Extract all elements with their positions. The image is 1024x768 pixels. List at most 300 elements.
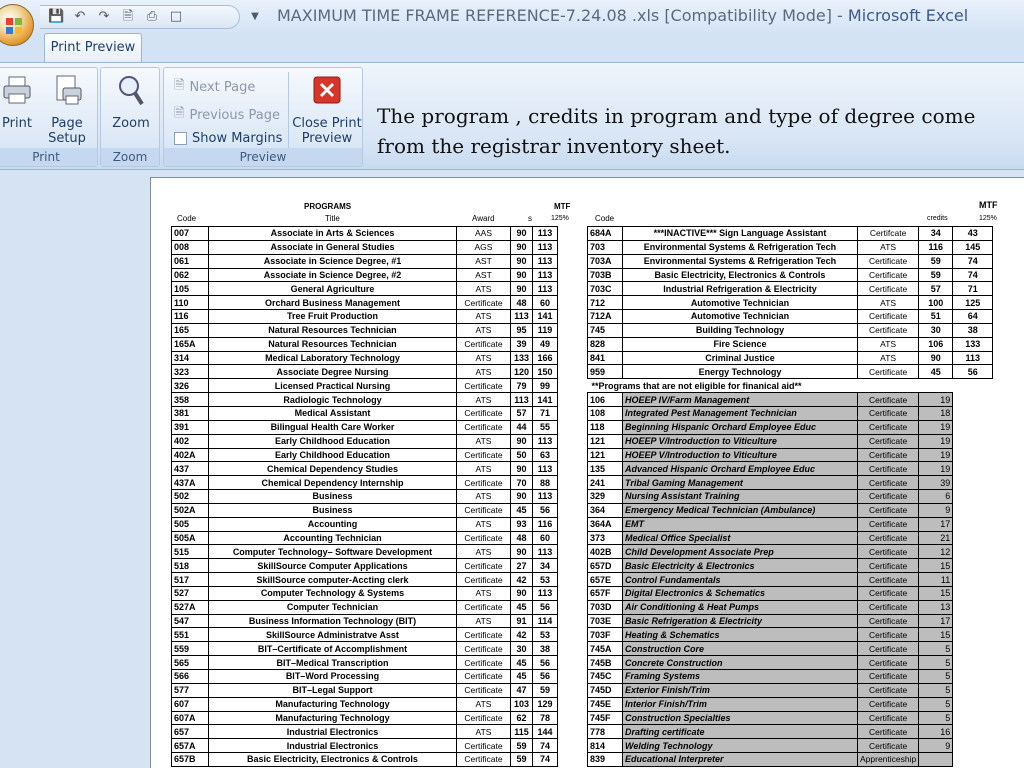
- close-print-preview-button[interactable]: [292, 74, 362, 146]
- quick-access-toolbar: [40, 5, 240, 29]
- cell-credits: 113: [511, 393, 533, 407]
- cell-credits: 45: [919, 365, 953, 379]
- cell-credits: 30: [511, 642, 533, 656]
- cell-credits: 93: [511, 517, 533, 531]
- cell-title: Associate in Arts & Sciences: [209, 227, 457, 241]
- cell-credits: 116: [919, 240, 953, 254]
- cell-mtf: 113: [533, 545, 558, 559]
- cell-code: 841: [588, 351, 623, 365]
- table-row: [588, 683, 993, 697]
- cell-mtf: 53: [533, 628, 558, 642]
- cell-title: Associate in Science Degree, #1: [209, 254, 457, 268]
- print-label: Print: [2, 116, 32, 131]
- cell-title: Automotive Technician: [623, 296, 858, 310]
- cell-credits: 5: [919, 642, 953, 656]
- table-row: [172, 683, 558, 697]
- cell-code: 364: [588, 503, 623, 517]
- empty-cell: [953, 476, 993, 490]
- cell-code: 402B: [588, 545, 623, 559]
- cell-mtf: 74: [953, 268, 993, 282]
- empty-cell: [953, 614, 993, 628]
- save-icon[interactable]: 💾: [48, 9, 65, 24]
- cell-award: ATS: [457, 323, 511, 337]
- office-logo-icon: [5, 17, 23, 35]
- cell-award: Certificate: [457, 711, 511, 725]
- group-divider: [288, 72, 289, 148]
- cell-title: Industrial Electronics: [209, 739, 457, 753]
- cell-credits: 90: [511, 545, 533, 559]
- table-row: [588, 296, 993, 310]
- cell-mtf: 113: [953, 351, 993, 365]
- ribbon-tab-row: [0, 36, 1024, 62]
- cell-credits: 27: [511, 559, 533, 573]
- cell-code: 565: [172, 656, 209, 670]
- cell-award: Certificate: [858, 517, 919, 531]
- cell-credits: 19: [919, 420, 953, 434]
- not-eligible-note: **Programs that are not eligible for finanical aid**: [591, 380, 802, 391]
- table-row: [172, 545, 558, 559]
- undo-icon[interactable]: ↶: [74, 9, 86, 24]
- cell-mtf: 125: [953, 296, 993, 310]
- cell-title: Building Technology: [623, 323, 858, 337]
- empty-cell: [953, 517, 993, 531]
- cell-code: 607: [172, 697, 209, 711]
- cell-credits: 113: [511, 310, 533, 324]
- redo-icon[interactable]: ↷: [98, 9, 110, 24]
- print-preview-icon[interactable]: 🗎: [122, 9, 134, 24]
- cell-mtf: 74: [533, 739, 558, 753]
- cell-mtf: 43: [953, 227, 993, 241]
- table-row: [588, 697, 993, 711]
- cell-mtf: 64: [953, 310, 993, 324]
- cell-code: 551: [172, 628, 209, 642]
- cell-award: Certificate: [457, 573, 511, 587]
- document-title: MAXIMUM TIME FRAME REFERENCE-7.24.08 .xls [Compatibility Mode]: [277, 6, 832, 25]
- table-row: [588, 406, 993, 420]
- cell-code: 547: [172, 614, 209, 628]
- cell-mtf: 113: [533, 240, 558, 254]
- empty-cell: [953, 628, 993, 642]
- cell-title: Industrial Electronics: [209, 725, 457, 739]
- cell-title: BIT–Certificate of Accomplishment: [209, 642, 457, 656]
- cell-award: Certificate: [858, 420, 919, 434]
- table-row: [588, 614, 993, 628]
- preview-group-label: Preview: [164, 148, 362, 166]
- cell-code: 323: [172, 365, 209, 379]
- cell-credits: 120: [511, 365, 533, 379]
- cell-code: 391: [172, 420, 209, 434]
- cell-code: 518: [172, 559, 209, 573]
- cell-credits: 59: [919, 254, 953, 268]
- header-credits: credits: [927, 215, 948, 222]
- cell-mtf: 113: [533, 490, 558, 504]
- cell-credits: 90: [511, 490, 533, 504]
- next-page-icon: 🗎: [174, 78, 185, 93]
- table-row: [588, 420, 993, 434]
- cell-award: Certificate: [858, 600, 919, 614]
- cell-code: 703: [588, 240, 623, 254]
- previous-page-label: Previous Page: [189, 107, 280, 123]
- header-s: s: [528, 214, 532, 223]
- cell-code: 745D: [588, 683, 623, 697]
- cell-credits: 59: [511, 753, 533, 767]
- empty-cell: [953, 573, 993, 587]
- cell-mtf: 129: [533, 697, 558, 711]
- cell-award: Certificate: [457, 683, 511, 697]
- empty-cell: [953, 406, 993, 420]
- cell-credits: 19: [919, 462, 953, 476]
- empty-cell: [953, 586, 993, 600]
- cell-title: Nursing Assistant Training: [623, 490, 858, 504]
- cell-credits: 48: [511, 531, 533, 545]
- table-row: [172, 434, 558, 448]
- cell-credits: 90: [511, 227, 533, 241]
- cell-code: 135: [588, 462, 623, 476]
- cell-mtf: 113: [533, 462, 558, 476]
- cell-award: Certificate: [457, 503, 511, 517]
- cell-title: Heating & Schematics: [623, 628, 858, 642]
- cell-code: 502A: [172, 503, 209, 517]
- cell-code: 314: [172, 351, 209, 365]
- cell-code: 061: [172, 254, 209, 268]
- table-row: [172, 227, 558, 241]
- zoom-label: Zoom: [112, 116, 150, 131]
- cell-mtf: 99: [533, 379, 558, 393]
- cell-title: EMT: [623, 517, 858, 531]
- cell-code: 165: [172, 323, 209, 337]
- table-row: [588, 448, 993, 462]
- cell-award: Certificate: [858, 490, 919, 504]
- cell-title: BIT–Word Processing: [209, 670, 457, 684]
- sheet-header: [151, 178, 1024, 228]
- cell-mtf: 63: [533, 448, 558, 462]
- cell-title: Chemical Dependency Studies: [209, 462, 457, 476]
- cell-code: 745B: [588, 656, 623, 670]
- cell-mtf: 113: [533, 254, 558, 268]
- cell-title: Educational Interpreter: [623, 753, 858, 767]
- close-label-2: Preview: [301, 131, 353, 146]
- cell-title: Interior Finish/Trim: [623, 697, 858, 711]
- cell-title: ***INACTIVE*** Sign Language Assistant: [623, 227, 858, 241]
- quick-print-icon[interactable]: ⎙: [146, 9, 158, 24]
- cell-mtf: 49: [533, 337, 558, 351]
- table-row: [172, 365, 558, 379]
- cell-award: Certificate: [457, 600, 511, 614]
- empty-cell: [953, 559, 993, 573]
- cell-mtf: 113: [533, 227, 558, 241]
- cell-award: Certificate: [457, 406, 511, 420]
- zoom-button[interactable]: [109, 74, 153, 131]
- cell-credits: 42: [511, 628, 533, 642]
- empty-cell: [953, 725, 993, 739]
- table-row: [588, 573, 993, 587]
- cell-award: ATS: [858, 296, 919, 310]
- table-row: [172, 517, 558, 531]
- previous-page-button[interactable]: [174, 104, 280, 126]
- cell-credits: 45: [511, 503, 533, 517]
- cell-code: 745: [588, 323, 623, 337]
- table-row: [588, 559, 993, 573]
- cell-code: 745C: [588, 670, 623, 684]
- table-row: [588, 337, 993, 351]
- cell-mtf: 141: [533, 310, 558, 324]
- cell-credits: 16: [919, 725, 953, 739]
- table-row: [588, 254, 993, 268]
- table-row: [172, 503, 558, 517]
- cell-award: Certificate: [858, 697, 919, 711]
- cell-credits: 9: [919, 503, 953, 517]
- cell-title: Basic Electricity, Electronics & Controls: [209, 753, 457, 767]
- cell-credits: 39: [919, 476, 953, 490]
- print-preview-page[interactable]: [150, 177, 1024, 768]
- cell-code: 116: [172, 310, 209, 324]
- cell-award: Certificate: [858, 656, 919, 670]
- table-row: [588, 600, 993, 614]
- cell-award: Certificate: [457, 753, 511, 767]
- cell-code: 712A: [588, 310, 623, 324]
- cell-award: Certificate: [457, 448, 511, 462]
- cell-code: 165A: [172, 337, 209, 351]
- cell-award: ATS: [457, 434, 511, 448]
- empty-cell: [953, 697, 993, 711]
- cell-mtf: 119: [533, 323, 558, 337]
- cell-code: 062: [172, 268, 209, 282]
- table-row: [588, 531, 993, 545]
- new-document-icon[interactable]: □: [169, 9, 183, 24]
- cell-title: General Agriculture: [209, 282, 457, 296]
- cell-code: 814: [588, 739, 623, 753]
- empty-cell: [953, 448, 993, 462]
- tab-print-preview[interactable]: Print Preview: [44, 33, 142, 62]
- table-row: [588, 739, 993, 753]
- table-row: [172, 739, 558, 753]
- page-setup-label-1: Page: [51, 116, 83, 131]
- cell-code: 657A: [172, 739, 209, 753]
- cell-credits: 45: [511, 656, 533, 670]
- cell-mtf: 56: [953, 365, 993, 379]
- cell-credits: 42: [511, 573, 533, 587]
- table-row: [588, 365, 993, 379]
- table-row: [588, 670, 993, 684]
- cell-mtf: 55: [533, 420, 558, 434]
- cell-title: Energy Technology: [623, 365, 858, 379]
- cell-title: Environmental Systems & Refrigeration Tech: [623, 240, 858, 254]
- cell-award: Certificate: [858, 642, 919, 656]
- cell-credits: 17: [919, 517, 953, 531]
- print-button[interactable]: [0, 74, 35, 131]
- cell-title: Computer Technology– Software Development: [209, 545, 457, 559]
- cell-code: 110: [172, 296, 209, 310]
- cell-award: Certificate: [858, 628, 919, 642]
- header-award: Award: [472, 214, 495, 223]
- cell-title: Basic Electricity & Electronics: [623, 559, 858, 573]
- empty-cell: [953, 711, 993, 725]
- page-setup-icon: [51, 74, 83, 106]
- cell-award: Certificate: [457, 739, 511, 753]
- cell-award: ATS: [457, 310, 511, 324]
- cell-award: ATS: [457, 586, 511, 600]
- table-row: [172, 656, 558, 670]
- cell-title: Industrial Refrigeration & Electricity: [623, 282, 858, 296]
- table-row: [172, 642, 558, 656]
- cell-credits: 70: [511, 476, 533, 490]
- cell-award: ATS: [457, 545, 511, 559]
- cell-credits: 95: [511, 323, 533, 337]
- cell-title: Business: [209, 503, 457, 517]
- cell-code: 105: [172, 282, 209, 296]
- table-row: [588, 476, 993, 490]
- table-row: [172, 697, 558, 711]
- cell-credits: 90: [511, 240, 533, 254]
- empty-cell: [953, 739, 993, 753]
- cell-credits: 34: [919, 227, 953, 241]
- table-row: [588, 393, 993, 407]
- cell-credits: 6: [919, 490, 953, 504]
- table-row: [172, 586, 558, 600]
- cell-mtf: 74: [533, 753, 558, 767]
- cell-title: Emergency Medical Technician (Ambulance): [623, 503, 858, 517]
- cell-code: 505: [172, 517, 209, 531]
- table-row: [172, 753, 558, 767]
- table-row: [172, 351, 558, 365]
- cell-credits: 15: [919, 586, 953, 600]
- header-code: Code: [177, 214, 197, 223]
- cell-mtf: 78: [533, 711, 558, 725]
- cell-credits: 79: [511, 379, 533, 393]
- cell-credits: 90: [511, 586, 533, 600]
- cell-title: Chemical Dependency Internship: [209, 476, 457, 490]
- page-setup-label-2: Setup: [48, 131, 86, 146]
- cell-award: Certificate: [858, 559, 919, 573]
- table-row: [172, 670, 558, 684]
- cell-mtf: 144: [533, 725, 558, 739]
- cell-credits: 39: [511, 337, 533, 351]
- cell-mtf: 113: [533, 434, 558, 448]
- cell-title: Air Conditioning & Heat Pumps: [623, 600, 858, 614]
- cell-credits: 5: [919, 683, 953, 697]
- cell-mtf: 133: [953, 337, 993, 351]
- cell-code: 527A: [172, 600, 209, 614]
- table-row: [172, 573, 558, 587]
- table-row: [172, 476, 558, 490]
- cell-code: 839: [588, 753, 623, 767]
- show-margins-checkbox[interactable]: [174, 131, 282, 146]
- table-row: [172, 323, 558, 337]
- table-row: [588, 323, 993, 337]
- cell-award: Certificate: [858, 448, 919, 462]
- cell-code: 106: [588, 393, 623, 407]
- cell-award: AST: [457, 268, 511, 282]
- cell-mtf: 145: [953, 240, 993, 254]
- customize-qat-chevron-icon[interactable]: ▼: [251, 11, 259, 22]
- cell-credits: 90: [511, 268, 533, 282]
- cell-code: 559: [172, 642, 209, 656]
- cell-code: 657: [172, 725, 209, 739]
- cell-code: 657D: [588, 559, 623, 573]
- zoom-group-label: Zoom: [101, 148, 159, 166]
- header-title: Title: [325, 214, 340, 223]
- table-row: [588, 268, 993, 282]
- cell-code: 703B: [588, 268, 623, 282]
- cell-award: Certificate: [858, 739, 919, 753]
- cell-award: Certificate: [858, 254, 919, 268]
- table-row: [172, 614, 558, 628]
- cell-title: HOEEP IV/Farm Management: [623, 393, 858, 407]
- cell-code: 007: [172, 227, 209, 241]
- cell-mtf: 60: [533, 531, 558, 545]
- close-icon: [311, 74, 343, 106]
- cell-credits: 30: [919, 323, 953, 337]
- cell-credits: 9: [919, 739, 953, 753]
- next-page-label: Next Page: [189, 79, 256, 95]
- cell-title: Environmental Systems & Refrigeration Tech: [623, 254, 858, 268]
- cell-title: Medical Assistant: [209, 406, 457, 420]
- cell-award: ATS: [457, 282, 511, 296]
- cell-credits: 90: [511, 282, 533, 296]
- cell-code: 373: [588, 531, 623, 545]
- table-row: [588, 753, 993, 767]
- cell-award: Certificate: [858, 670, 919, 684]
- cell-code: 657E: [588, 573, 623, 587]
- cell-mtf: 113: [533, 282, 558, 296]
- cell-mtf: 88: [533, 476, 558, 490]
- cell-code: 527: [172, 586, 209, 600]
- cell-mtf: 38: [953, 323, 993, 337]
- cell-title: Fire Science: [623, 337, 858, 351]
- empty-cell: [953, 490, 993, 504]
- cell-code: 505A: [172, 531, 209, 545]
- cell-credits: 44: [511, 420, 533, 434]
- cell-title: Natural Resources Technician: [209, 337, 457, 351]
- cell-title: Integrated Pest Management Technician: [623, 406, 858, 420]
- table-row: [172, 296, 558, 310]
- cell-title: Exterior Finish/Trim: [623, 683, 858, 697]
- cell-mtf: 56: [533, 656, 558, 670]
- cell-code: 959: [588, 365, 623, 379]
- cell-award: AAS: [457, 227, 511, 241]
- cell-credits: 100: [919, 296, 953, 310]
- cell-title: Drafting certificate: [623, 725, 858, 739]
- empty-cell: [953, 462, 993, 476]
- page-setup-button[interactable]: [45, 74, 89, 146]
- cell-award: Certificate: [858, 434, 919, 448]
- cell-credits: 59: [919, 268, 953, 282]
- cell-title: Computer Technician: [209, 600, 457, 614]
- cell-award: Certificate: [858, 683, 919, 697]
- cell-code: 402: [172, 434, 209, 448]
- cell-award: Certificate: [858, 476, 919, 490]
- cell-title: Digital Electronics & Schematics: [623, 586, 858, 600]
- cell-award: Certificate: [858, 545, 919, 559]
- cell-credits: 133: [511, 351, 533, 365]
- table-row: [172, 531, 558, 545]
- cell-code: 329: [588, 490, 623, 504]
- empty-cell: [953, 434, 993, 448]
- table-row: [588, 517, 993, 531]
- cell-award: Certificate: [858, 323, 919, 337]
- cell-code: 326: [172, 379, 209, 393]
- cell-award: Certificate: [457, 296, 511, 310]
- cell-credits: 59: [511, 739, 533, 753]
- cell-code: 745A: [588, 642, 623, 656]
- cell-title: Welding Technology: [623, 739, 858, 753]
- cell-title: Early Childhood Education: [209, 448, 457, 462]
- cell-credits: 90: [511, 434, 533, 448]
- table-row: [172, 282, 558, 296]
- table-row: [172, 490, 558, 504]
- table-row: [588, 642, 993, 656]
- next-page-button[interactable]: [174, 76, 255, 98]
